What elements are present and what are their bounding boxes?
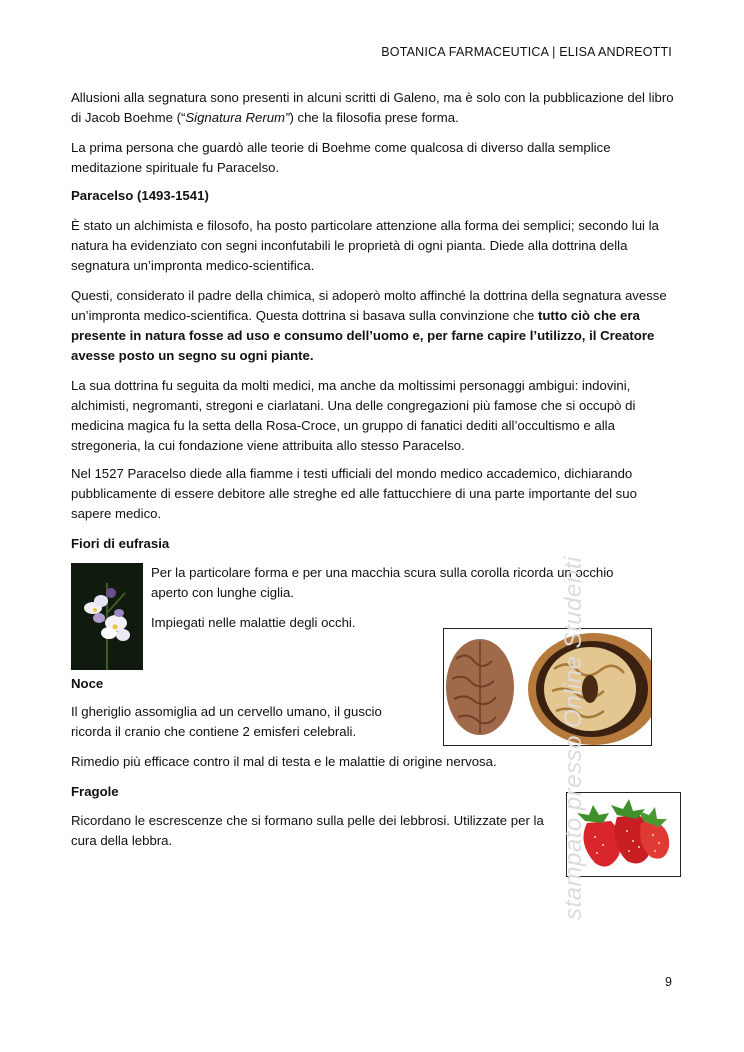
heading-noce: Noce (71, 676, 104, 691)
page-number: 9 (665, 975, 672, 989)
paragraph-text: È stato un alchimista e filosofo, ha posto particolare attenzione alla forma dei semplici; secondo lui la natura ha evidenziato con segni inconfutabili le proprietà di ogni pianta. Diede alla dottrina della segnatura un’impronta medico-scientifica. (71, 218, 659, 273)
paragraph-eufrasia (151, 563, 621, 603)
paragraph-text: Nel 1527 Paracelso diede alla fiamme i testi ufficiali del mondo medico accademico, dichiarando pubblicamente di essere debitore alle streghe ed alle fattucchiere di una parte importante del suo sapere medico. (71, 466, 637, 521)
paragraph-text: Il gheriglio assomiglia ad un cervello umano, il guscio ricorda il cranio che contiene 2 emisferi celebrali. (71, 704, 382, 739)
paragraph-text: ) che la filosofia prese forma. (289, 110, 459, 125)
paragraph-text: La sua dottrina fu seguita da molti medici, ma anche da moltissimi personaggi ambigui: indovini, alchimisti, negromanti, stregoni e ciarlatani. Una delle congregazioni più famose che si occupò di medicina magica fu la setta della Rosa-Croce, un gruppo di fanatici dediti all’occultismo e alla stregoneria, la cui fondazione viene attribuita allo stesso Paracelso. (71, 378, 636, 453)
running-header: BOTANICA FARMACEUTICA | ELISA ANDREOTTI (381, 45, 672, 59)
paragraph-text: Ricordano le escrescenze che si formano sulla pelle dei lebbrosi. Utilizzate per la cura della lebbra. (71, 813, 544, 848)
paragraph-chimica (71, 286, 675, 366)
paragraph-noce (71, 702, 401, 742)
paragraph-dottrina (71, 376, 675, 456)
heading-paracelso: Paracelso (1493-1541) (71, 188, 209, 203)
paragraph-text: Rimedio più efficace contro il mal di testa e le malattie di origine nervosa. (71, 754, 497, 769)
heading-eufrasia: Fiori di eufrasia (71, 536, 170, 551)
bold-statement: tutto ciò che era presente in natura fosse ad uso e consumo dell’uomo e, per farne capire l’utilizzo, il Creatore avesse posto un segno su ogni piante. (71, 308, 655, 363)
paragraph-text: La prima persona che guardò alle teorie di Boehme come qualcosa di diverso dalla semplice meditazione spirituale fu Paracelso. (71, 140, 611, 175)
paragraph-1527 (71, 464, 675, 524)
book-title: Signatura Rerum” (185, 110, 290, 125)
heading-fragole: Fragole (71, 784, 119, 799)
paragraph-galeno (71, 88, 675, 128)
watermark: stampato presso Online Studenti (560, 556, 587, 920)
paragraph-alchimista (71, 216, 675, 276)
paragraph-boehme (71, 138, 675, 178)
paragraph-text: Impiegati nelle malattie degli occhi. (151, 615, 356, 630)
paragraph-text: Questi, considerato il padre della chimica, si adoperò molto affinché la dottrina della segnatura avesse un’impronta medico-scientifica. Questa dottrina si basava sulla convinzione che (71, 288, 667, 323)
paragraph-text: Per la particolare forma e per una macchia scura sulla corolla ricorda un occhio aperto con lunghe ciglia. (151, 565, 614, 600)
eufrasia-image (71, 563, 143, 670)
paragraph-text: Allusioni alla segnatura sono presenti in alcuni scritti di Galeno, ma è solo con la pubblicazione del libro di Jacob Boehme (“ (71, 90, 674, 125)
paragraph-fragole (71, 811, 551, 851)
